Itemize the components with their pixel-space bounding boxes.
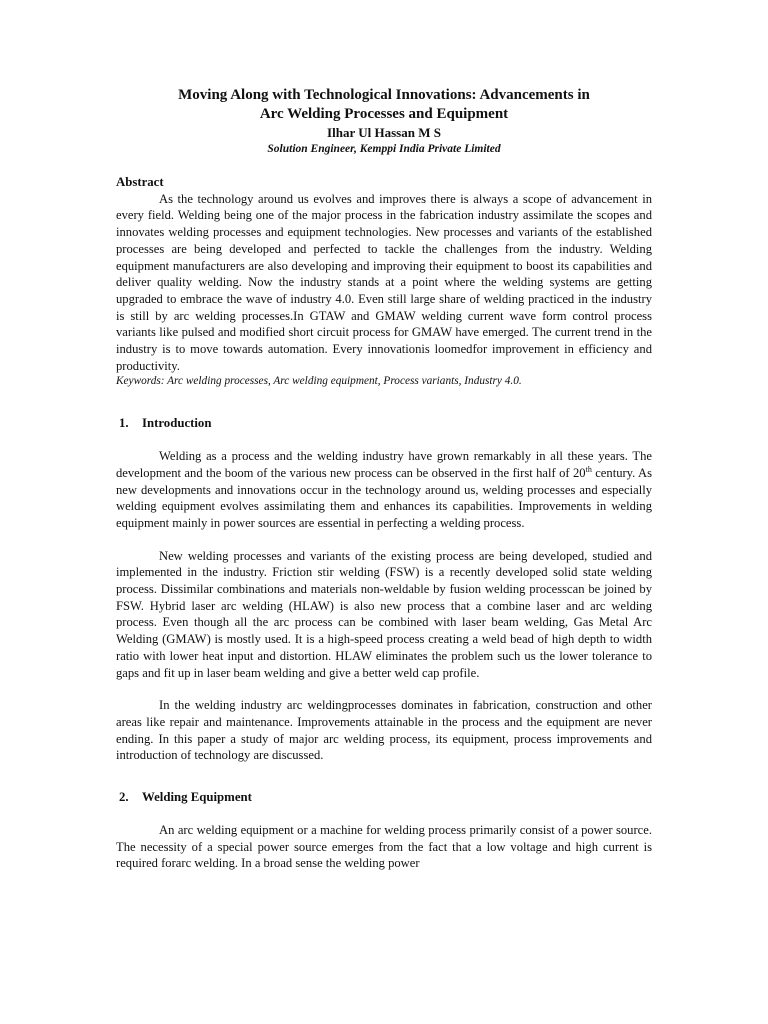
- section-1-heading: [119, 415, 652, 432]
- title-line-1: Moving Along with Technological Innovations: Advancements in: [178, 87, 590, 103]
- intro-paragraph-3: In the welding industry arc weldingprocesses dominates in fabrication, construction and other areas like repair and maintenance. Improvements attainable in the process and the equipment are never ending. In this paper a study of major arc welding process, its equipment, process improvements and introduction of technology are discussed.: [116, 698, 652, 763]
- section-1-title: Introduction: [142, 416, 212, 431]
- keywords: Keywords: Arc welding processes, Arc welding equipment, Process variants, Industry 4.0.: [116, 375, 522, 388]
- abstract-heading: Abstract: [116, 175, 164, 189]
- intro-p1-text-b: century. As new developments and innovations occur in the technology around us, welding processes and especially welding equipment evolves assimilating them and enhances its capabilities. Improvements in welding equipment mainly in power sources are essential in perfecting a welding process.: [116, 465, 653, 530]
- equipment-paragraph-1: An arc welding equipment or a machine for welding process primarily consist of a power source. The necessity of a special power source emerges from the fact that a low voltage and high current is required forarc welding. In a broad sense the welding power: [116, 822, 652, 871]
- author-affiliation: Solution Engineer, Kemppi India Private Limited: [267, 143, 501, 155]
- document-content: [116, 86, 652, 872]
- section-1-number: 1.: [119, 416, 129, 431]
- paper-title: [116, 86, 652, 124]
- section-2-number: 2.: [119, 790, 129, 805]
- title-line-2: Arc Welding Processes and Equipment: [259, 106, 509, 122]
- section-2-title: Welding Equipment: [142, 790, 252, 805]
- abstract-text: As the technology around us evolves and improves there is always a scope of advancement in every field. Welding being one of the major process in the fabrication industry assimilate the scopes and innovates welding processes and equipment technologies. New processes and variants of the established processes are being developed and perfected to tackle the challenges from the industry. Welding equipment manufacturers are also developing and improving their equipment to boost its capabilities and deliver quality welding. Now the industry stands at a point where the welding systems are getting upgraded to embrace the wave of industry 4.0. Even still large share of welding practiced in the industry is still by arc welding processes.In GTAW and GMAW welding current wave form control process variants like pulsed and modified short circuit process for GMAW have emerged. The current trend in the industry is to move towards automation. Every innovationis loomedfor improvement in efficiency and productivity.: [116, 191, 652, 373]
- intro-paragraph-1: [116, 448, 652, 532]
- intro-p1-superscript: th: [585, 464, 592, 474]
- section-2-heading: [119, 789, 652, 806]
- author-name: Ilhar Ul Hassan M S: [327, 125, 441, 140]
- intro-paragraph-2: New welding processes and variants of the existing process are being developed, studied and implemented in the industry. Friction stir welding (FSW) is a recently developed solid state welding process. Dissimilar combinations and materials non-weldable by fusion welding processcan be joined by FSW. Hybrid laser arc welding (HLAW) is also new process that a combine laser and arc welding process. Even though all the arc process can be combined with laser beam welding, Gas Metal Arc Welding (GMAW) is mostly used. It is a high-speed process creating a weld bead of high depth to width ratio with lower heat input and distortion. HLAW eliminates the problem such us the lower tolerance to gaps and fit up in laser beam welding and give a better weld cap profile.: [116, 548, 652, 680]
- intro-p1-text-a: Welding as a process and the welding industry have grown remarkably in all these years. The development and the boom of the various new process can be observed in the first half of 20: [116, 449, 652, 480]
